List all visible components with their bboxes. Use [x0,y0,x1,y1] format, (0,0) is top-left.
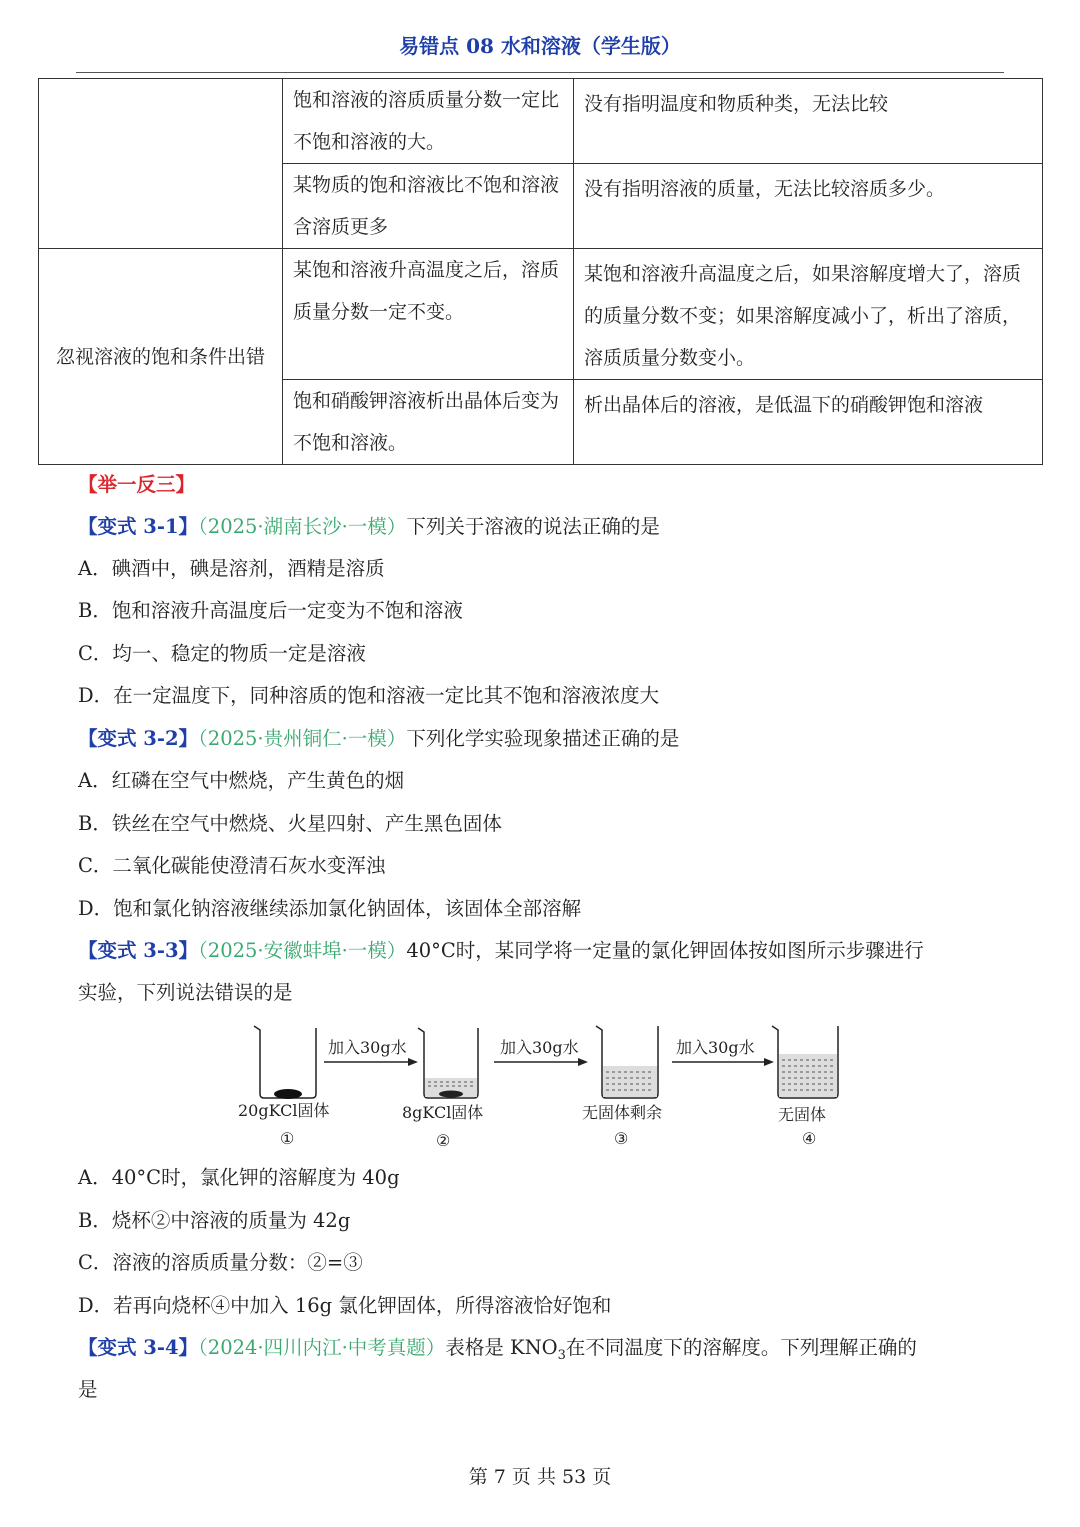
option-a: A．40°C时，氯化钾的溶解度为 40g [78,1166,400,1189]
table-cell-explain: 某饱和溶液升高温度之后，如果溶解度增大了，溶质的质量分数不变；如果溶解度减小了，析出了溶质，溶质质量分数变小。 [574,249,1043,380]
question-text: 在不同温度下的溶解度。下列理解正确的 [565,1336,917,1359]
header-divider [76,72,1004,73]
option-a: A．红磷在空气中燃烧，产生黄色的烟 [78,769,405,792]
beaker-number: ④ [802,1129,817,1148]
option-a: A．碘酒中，碘是溶剂，酒精是溶质 [78,557,385,580]
question-text-cont: 是 [78,1378,98,1401]
table-cell-claim: 某饱和溶液升高温度之后，溶质质量分数一定不变。 [283,249,574,380]
question-source: （2025·湖南长沙·一模） [198,515,407,538]
table-cell-topic: 忽视溶液的饱和条件出错 [39,249,283,465]
question-text: 下列关于溶液的说法正确的是 [406,515,660,538]
beaker-number: ③ [614,1129,629,1148]
error-table [38,78,1043,465]
beaker-icon [254,1026,316,1099]
arrow-label: 加入30g水 [328,1038,407,1057]
option-d: D．饱和氯化钠溶液继续添加氯化钠固体，该固体全部溶解 [78,897,582,920]
question-source: （2024·四川内江·中考真题） [198,1336,446,1359]
question-source: （2025·安徽蚌埠·一模） [198,939,407,962]
table-cell-topic [39,79,283,249]
table-cell-claim: 某物质的饱和溶液比不饱和溶液含溶质更多 [283,164,574,249]
table-cell-explain: 没有指明溶液的质量，无法比较溶质多少。 [574,164,1043,249]
subscript: 3 [557,1347,566,1363]
option-d: D．若再向烧杯④中加入 16g 氯化钾固体，所得溶液恰好饱和 [78,1294,612,1317]
option-c: C．均一、稳定的物质一定是溶液 [78,642,366,665]
beaker-icon [772,1026,838,1098]
question-tag: 【变式 3-4】 [78,1336,199,1359]
beaker-label: 无固体剩余 [582,1103,663,1122]
beaker-number: ② [436,1131,451,1150]
question-stem [78,930,1008,972]
question-text: 40°C时，某同学将一定量的氯化钾固体按如图所示步骤进行 [406,939,924,962]
beaker-label: 20gKCl固体 [238,1101,330,1120]
arrow-icon [324,1058,418,1066]
beaker-label: 无固体 [778,1105,827,1124]
table-row [39,79,1043,164]
arrow-label: 加入30g水 [676,1038,755,1057]
page-footer: 第 7 页 共 53 页 [468,1466,612,1488]
question-stem [78,718,1008,760]
option-c: C．溶液的溶质质量分数：②=③ [78,1251,363,1274]
arrow-icon [494,1058,588,1066]
option-c: C．二氧化碳能使澄清石灰水变浑浊 [78,854,386,877]
table-cell-claim: 饱和硝酸钾溶液析出晶体后变为不饱和溶液。 [283,380,574,465]
beaker-icon [418,1028,478,1098]
table-cell-explain: 析出晶体后的溶液，是低温下的硝酸钾饱和溶液 [574,380,1043,465]
section-title: 【举一反三】 [78,473,196,496]
question-text: 表格是 KNO [445,1336,558,1359]
question-tag: 【变式 3-1】 [78,515,199,538]
option-d: D．在一定温度下，同种溶质的饱和溶液一定比其不饱和溶液浓度大 [78,684,660,707]
arrow-label: 加入30g水 [500,1038,579,1057]
question-tag: 【变式 3-2】 [78,727,199,750]
beaker-icon [596,1026,658,1098]
page-header-title: 易错点 08 水和溶液（学生版） [399,34,681,58]
beaker-experiment-figure [236,1020,856,1150]
question-text-cont: 实验，下列说法错误的是 [78,981,293,1004]
question-stem [78,506,1008,548]
question-source: （2025·贵州铜仁·一模） [198,727,407,750]
beaker-number: ① [280,1129,295,1148]
option-b: B．铁丝在空气中燃烧、火星四射、产生黑色固体 [78,812,502,835]
question-tag: 【变式 3-3】 [78,939,199,962]
option-b: B．饱和溶液升高温度后一定变为不饱和溶液 [78,599,463,622]
question-text: 下列化学实验现象描述正确的是 [406,727,680,750]
table-row [39,249,1043,380]
arrow-icon [672,1058,774,1066]
table-cell-claim: 饱和溶液的溶质质量分数一定比不饱和溶液的大。 [283,79,574,164]
beaker-label: 8gKCl固体 [402,1103,484,1122]
table-cell-explain: 没有指明温度和物质种类，无法比较 [574,79,1043,164]
option-b: B．烧杯②中溶液的质量为 42g [78,1209,351,1232]
